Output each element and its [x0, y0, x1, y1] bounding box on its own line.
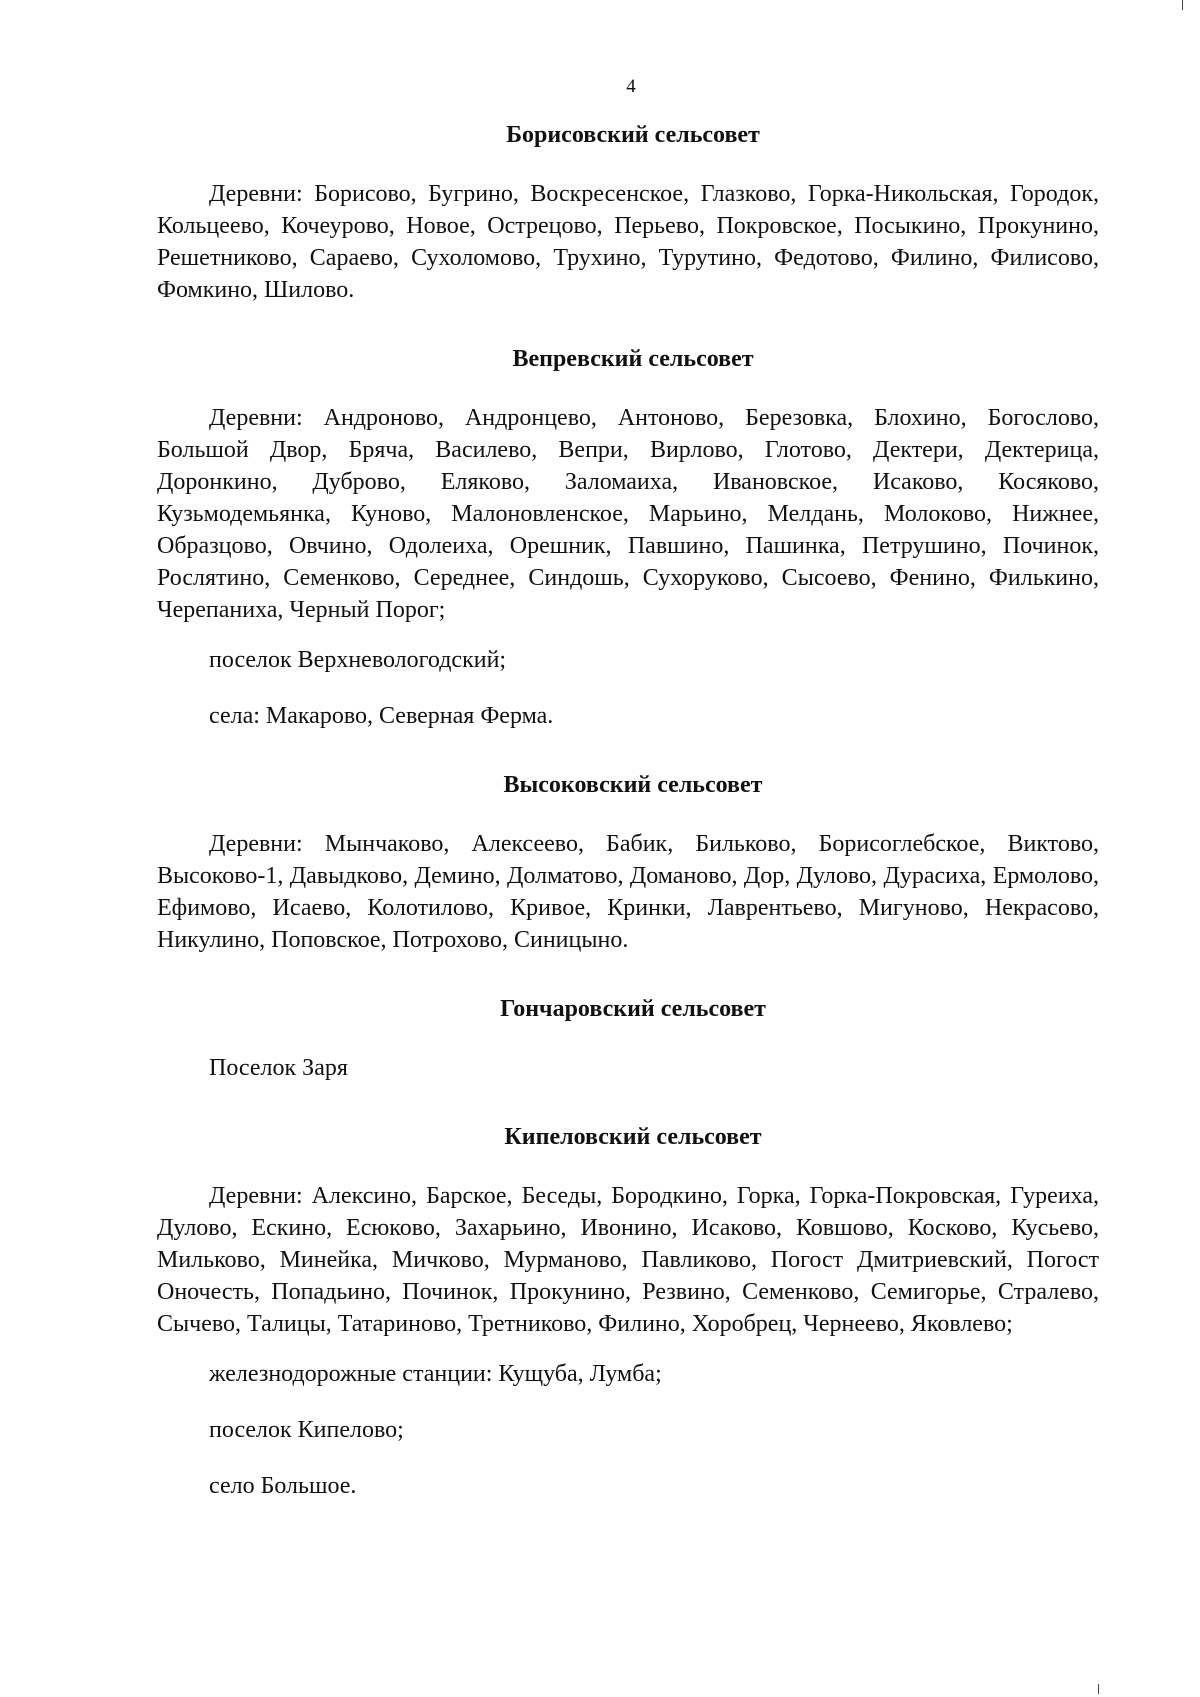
- section-title: Борисовский сельсовет: [506, 122, 760, 148]
- section-borisovsky: [157, 118, 1099, 306]
- section-title: Кипеловский сельсовет: [504, 1124, 762, 1150]
- villages-paragraph: Деревни: Алексино, Барское, Беседы, Бородкино, Горка, Горка-Покровская, Гуреиха, Дулово, Ескино, Есюково, Захарьино, Ивонино, Исаково, Ковшово, Косково, Кусьево, Мильково, Минейка, Мичково, Мурманово, Павликово, Погост Дмитриевский, Погост Оночесть, Попадьино, Починок, Прокунино, Резвино, Семенково, Семигорье, Стралево, Сычево, Талицы, Татариново, Третниково, Филино, Хоробрец, Чернеево, Яковлево;: [157, 1183, 1099, 1337]
- villages-paragraph: Деревни: Мынчаково, Алексеево, Бабик, Бильково, Борисоглебское, Виктово, Высоково-1, Давыдково, Демино, Долматово, Доманово, Дор, Дулово, Дурасиха, Ермолово, Ефимово, Исаево, Колотилово, Кривое, Кринки, Лаврентьево, Мигуново, Некрасово, Никулино, Поповское, Потрохово, Синицыно.: [157, 831, 1099, 953]
- villages-paragraph: Деревни: Андроново, Андронцево, Антоново, Березовка, Блохино, Богослово, Большой Двор, Бряча, Василево, Вепри, Вирлово, Глотово, Дектери, Дектерица, Доронкино, Дуброво, Еляково, Заломаиха, Ивановское, Исаково, Косяково, Кузьмодемьянка, Куново, Малоновленское, Марьино, Мелдань, Молоково, Нижнее, Образцово, Овчино, Одолеиха, Орешник, Павшино, Пашинка, Петрушино, Починок, Рослятино, Семенково, Середнее, Синдошь, Сухоруково, Сысоево, Фенино, Филькино, Черепаниха, Черный Порог;: [157, 405, 1099, 623]
- settlement-line: село Большое.: [209, 1473, 357, 1499]
- document-body: [157, 118, 1099, 1526]
- section-goncharovsky: [157, 992, 1099, 1084]
- section-title: Вепревский сельсовет: [512, 346, 754, 372]
- section-veprevsky: [157, 342, 1099, 732]
- settlement-line: Поселок Заря: [209, 1055, 348, 1081]
- settlement-line: поселок Верхневологодский;: [209, 647, 507, 673]
- section-vysokovsky: [157, 768, 1099, 956]
- settlement-line: поселок Кипелово;: [209, 1417, 404, 1443]
- section-kipelovsky: [157, 1120, 1099, 1502]
- section-title: Гончаровский сельсовет: [500, 996, 766, 1022]
- settlement-line: села: Макарово, Северная Ферма.: [209, 703, 554, 729]
- settlement-line: железнодорожные станции: Кущуба, Лумба;: [209, 1361, 662, 1387]
- scan-mark-bottom-right: [1098, 1684, 1099, 1694]
- villages-paragraph: Деревни: Борисово, Бугрино, Воскресенское, Глазково, Горка-Никольская, Городок, Кольцеево, Кочеурово, Новое, Острецово, Перьево, Покровское, Посыкино, Прокунино, Решетниково, Сараево, Сухоломово, Трухино, Турутино, Федотово, Филино, Филисово, Фомкино, Шилово.: [157, 181, 1099, 303]
- scan-mark-top-right: [1182, 0, 1183, 10]
- page-number: 4: [626, 76, 636, 97]
- section-title: Высоковский сельсовет: [503, 772, 763, 798]
